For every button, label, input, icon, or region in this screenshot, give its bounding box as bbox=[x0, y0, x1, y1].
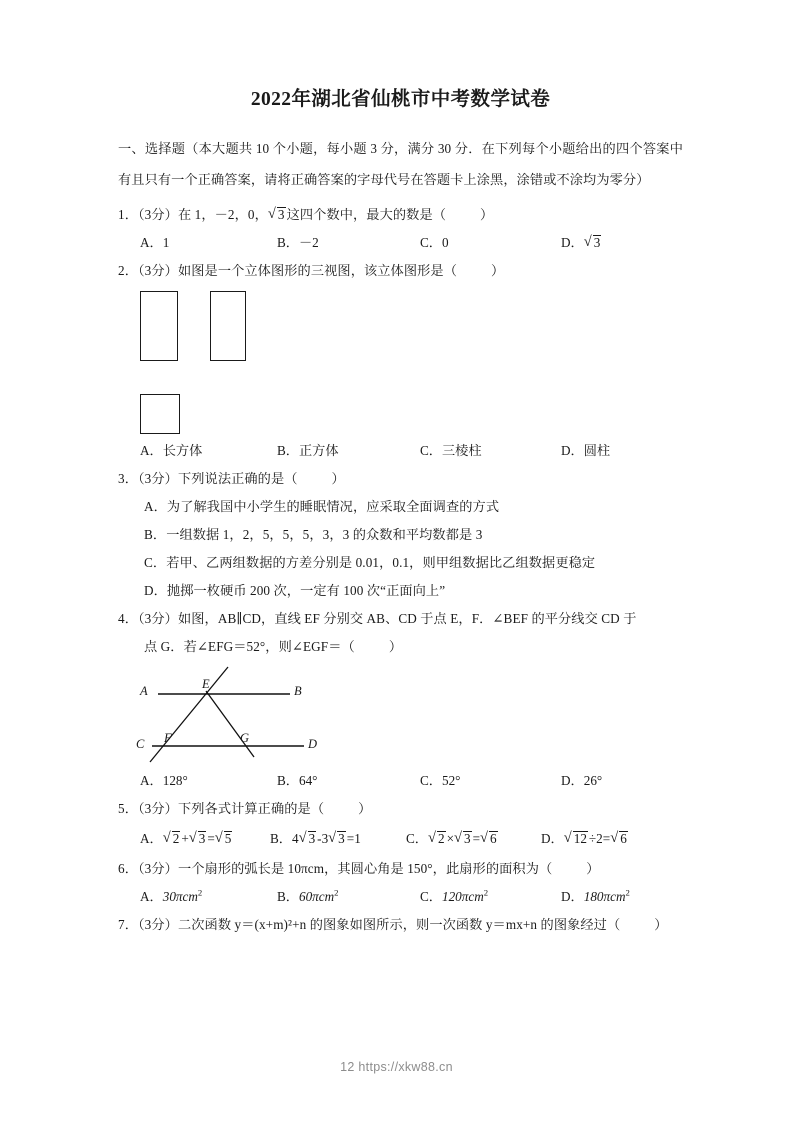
question-2-option-a[interactable] bbox=[140, 437, 202, 465]
radical-sign-icon bbox=[480, 823, 498, 855]
question-4-option-a[interactable] bbox=[140, 767, 188, 795]
option-letter: B． bbox=[270, 831, 292, 847]
option-letter: D． bbox=[541, 831, 564, 847]
question-2-text: 如图是一个立体图形的三视图，该立体图形是（ bbox=[177, 263, 457, 279]
question-4-paren-close: ） bbox=[388, 639, 403, 655]
option-letter: A． bbox=[144, 499, 167, 515]
line-eg-bisector bbox=[206, 691, 254, 757]
question-4-options bbox=[118, 767, 683, 795]
question-4-option-d[interactable] bbox=[561, 767, 602, 795]
option-expression bbox=[564, 831, 629, 846]
question-1-option-b[interactable] bbox=[277, 229, 319, 257]
question-6-text: 一个扇形的弧长是 10πcm，其圆心角是 150°，此扇形的面积为（ bbox=[177, 861, 553, 877]
page-watermark: 12 https://xkw88.cn bbox=[340, 1060, 453, 1074]
option-letter: C． bbox=[144, 555, 167, 571]
question-1-text-pre: 在 1，－2，0， bbox=[177, 207, 268, 223]
math-operator: = bbox=[207, 831, 215, 847]
radicand: 6 bbox=[490, 831, 497, 847]
question-7-text: 二次函数 y＝(x+m)²+n 的图象如图所示，则一次函数 y＝mx+n 的图象经过（ bbox=[177, 917, 621, 933]
point-label-e: E bbox=[202, 677, 210, 692]
math-operator: 4 bbox=[291, 831, 299, 847]
question-5-options bbox=[118, 823, 683, 855]
question-1-points: （3分） bbox=[137, 207, 178, 223]
question-4-stem-line-2 bbox=[118, 633, 683, 661]
page-content bbox=[118, 86, 683, 939]
point-label-b: B bbox=[294, 684, 302, 699]
question-6-option-b[interactable] bbox=[277, 883, 339, 911]
question-4-text-line-1: 如图，AB∥CD，直线 EF 分别交 AB、CD 于点 E，F．∠BEF 的平分线交 CD 于 bbox=[177, 611, 637, 627]
option-letter: B． bbox=[144, 527, 167, 543]
page-title: 2022年湖北省仙桃市中考数学试卷 bbox=[250, 89, 551, 110]
option-text: 128° bbox=[162, 773, 188, 789]
question-7-paren-close: ） bbox=[654, 917, 668, 933]
option-expression bbox=[292, 831, 361, 846]
question-2-number: 2． bbox=[118, 263, 138, 279]
option-letter: A． bbox=[140, 773, 163, 789]
question-5-option-c[interactable] bbox=[406, 823, 499, 855]
question-5-paren-close: ） bbox=[358, 801, 372, 817]
question-4-text-line-2: 点 G．若∠EFG＝52°，则∠EGF＝（ bbox=[144, 639, 355, 655]
radicand: 6 bbox=[620, 831, 627, 847]
math-operator: + bbox=[181, 831, 189, 847]
radicand: 3 bbox=[308, 831, 316, 847]
question-3-stem bbox=[118, 465, 683, 493]
question-1-option-d[interactable] bbox=[561, 229, 602, 257]
point-label-a: A bbox=[140, 684, 148, 699]
option-text: 1 bbox=[162, 235, 170, 251]
question-3-paren-close: ） bbox=[331, 471, 345, 487]
question-5-points: （3分） bbox=[137, 801, 178, 817]
option-text: 52° bbox=[441, 773, 461, 789]
side-view-rectangle bbox=[210, 291, 246, 361]
option-letter: D． bbox=[561, 235, 584, 251]
radicand: 5 bbox=[224, 831, 232, 847]
option-text: 120πcm bbox=[441, 889, 484, 905]
option-exponent: 2 bbox=[197, 887, 203, 898]
question-1-options bbox=[118, 229, 683, 257]
option-text: 长方体 bbox=[162, 443, 203, 459]
radical-sign-icon bbox=[610, 823, 628, 855]
question-6-points: （3分） bbox=[137, 861, 178, 877]
question-2-options bbox=[118, 437, 683, 465]
question-2-option-d[interactable] bbox=[561, 437, 610, 465]
option-text: 为了解我国中小学生的睡眠情况，应采取全面调查的方式 bbox=[166, 499, 500, 515]
question-2-paren-close: ） bbox=[491, 263, 505, 279]
option-letter: C． bbox=[420, 773, 442, 789]
option-letter: A． bbox=[140, 889, 163, 905]
option-letter: D． bbox=[561, 443, 584, 459]
question-6-option-d[interactable] bbox=[561, 883, 630, 911]
question-6-option-c[interactable] bbox=[420, 883, 488, 911]
option-text: 60πcm bbox=[298, 889, 335, 905]
top-view-square bbox=[140, 394, 180, 434]
question-5-number: 5． bbox=[118, 801, 138, 817]
radicand: 2 bbox=[437, 831, 445, 847]
parallel-lines-figure bbox=[118, 661, 683, 767]
question-5-stem bbox=[118, 795, 683, 823]
radicand: 3 bbox=[464, 831, 471, 847]
radical-sign-icon bbox=[163, 823, 181, 855]
question-1-stem bbox=[118, 201, 683, 229]
question-6-option-a[interactable] bbox=[140, 883, 202, 911]
question-3-option-b[interactable] bbox=[118, 521, 683, 549]
radical-sign-icon bbox=[268, 201, 286, 229]
radical-sign-icon bbox=[328, 823, 346, 855]
radical-sign-icon bbox=[428, 823, 446, 855]
front-view-rectangle bbox=[140, 291, 178, 361]
option-text: －2 bbox=[298, 235, 319, 251]
option-text: 抛掷一枚硬币 200 次，一定有 100 次“正面向上” bbox=[166, 583, 446, 599]
math-operator: ÷2= bbox=[588, 831, 611, 847]
option-letter: A． bbox=[140, 443, 163, 459]
option-letter: D． bbox=[561, 773, 584, 789]
radical-sign-icon bbox=[299, 823, 317, 855]
question-4-number: 4． bbox=[118, 611, 138, 627]
question-1-number: 1． bbox=[118, 207, 138, 223]
question-1-radicand: 3 bbox=[277, 207, 285, 223]
question-7-points: （3分） bbox=[137, 917, 178, 933]
option-text: 26° bbox=[583, 773, 603, 789]
option-text: 三棱柱 bbox=[441, 443, 482, 459]
question-6-options bbox=[118, 883, 683, 911]
radicand: 3 bbox=[338, 831, 345, 847]
question-1-text-post: 这四个数中，最大的数是（ bbox=[286, 207, 447, 223]
question-3-option-c[interactable] bbox=[118, 549, 683, 577]
radical-sign-icon bbox=[189, 823, 207, 855]
question-5-text: 下列各式计算正确的是（ bbox=[177, 801, 325, 817]
option-text: 30πcm bbox=[162, 889, 198, 905]
question-7-stem bbox=[118, 911, 683, 939]
question-1-option-c[interactable] bbox=[420, 229, 449, 257]
option-text: 180πcm bbox=[583, 889, 626, 905]
question-6-stem bbox=[118, 855, 683, 883]
option-exponent: 2 bbox=[483, 887, 489, 898]
question-3-option-d[interactable] bbox=[118, 577, 683, 605]
section-one-instructions: 一、选择题（本大题共 10 个小题，每小题 3 分，满分 30 分．在下列每个小题给出的四个答案中有且只有一个正确答案，请将正确答案的字母代号在答题卡上涂黑，涂错或不涂均为零分） bbox=[118, 141, 683, 188]
question-1-option-a[interactable] bbox=[140, 229, 169, 257]
option-text: 一组数据 1，2，5，5，5，3，3 的众数和平均数都是 3 bbox=[166, 527, 483, 543]
radicand: 3 bbox=[198, 831, 206, 847]
question-6-paren-close: ） bbox=[586, 861, 600, 877]
question-2-option-b[interactable] bbox=[277, 437, 339, 465]
math-operator: =1 bbox=[346, 831, 361, 847]
option-text: 圆柱 bbox=[583, 443, 611, 459]
math-operator: = bbox=[472, 831, 481, 847]
option-text: 若甲、乙两组数据的方差分别是 0.01，0.1，则甲组数据比乙组数据更稳定 bbox=[166, 555, 596, 571]
option-letter: B． bbox=[277, 443, 299, 459]
option-letter: A． bbox=[140, 235, 163, 251]
three-view-figure bbox=[120, 285, 683, 437]
question-2-points: （3分） bbox=[137, 263, 178, 279]
question-2-option-c[interactable] bbox=[420, 437, 482, 465]
question-3-number: 3． bbox=[118, 471, 138, 487]
option-expression bbox=[428, 831, 499, 846]
point-label-f: F bbox=[164, 731, 172, 746]
option-letter: C． bbox=[420, 443, 442, 459]
point-label-d: D bbox=[308, 737, 318, 752]
question-3-option-a[interactable] bbox=[118, 493, 683, 521]
option-exponent: 2 bbox=[334, 887, 339, 898]
option-letter: D． bbox=[144, 583, 167, 599]
question-5-option-b[interactable] bbox=[270, 823, 361, 855]
point-label-c: C bbox=[136, 737, 145, 752]
question-7-number: 7． bbox=[118, 917, 138, 933]
radicand: 12 bbox=[573, 831, 587, 847]
math-operator: × bbox=[446, 831, 455, 847]
radical-sign-icon bbox=[215, 823, 233, 855]
option-letter: D． bbox=[561, 889, 584, 905]
option-text: 64° bbox=[298, 773, 318, 789]
question-1-paren-close: ） bbox=[480, 207, 494, 223]
question-3-text: 下列说法正确的是（ bbox=[177, 471, 298, 487]
option-text: 正方体 bbox=[298, 443, 339, 459]
question-5-option-a[interactable] bbox=[140, 823, 233, 855]
option-letter: B． bbox=[277, 889, 299, 905]
option-letter: C． bbox=[420, 235, 442, 251]
option-letter: C． bbox=[420, 889, 442, 905]
point-label-g: G bbox=[240, 731, 250, 746]
option-letter: B． bbox=[277, 235, 299, 251]
radical-sign-icon bbox=[564, 823, 588, 855]
question-6-number: 6． bbox=[118, 861, 138, 877]
option-exponent: 2 bbox=[625, 887, 630, 898]
option-radicand: 3 bbox=[593, 235, 601, 251]
question-5-option-d[interactable] bbox=[541, 823, 629, 855]
question-4-option-c[interactable] bbox=[420, 767, 460, 795]
question-4-option-b[interactable] bbox=[277, 767, 317, 795]
question-2-stem bbox=[118, 257, 683, 285]
line-ef-transversal bbox=[150, 667, 228, 762]
option-text: 0 bbox=[441, 235, 449, 251]
option-letter: A． bbox=[140, 831, 163, 847]
option-letter: B． bbox=[277, 773, 299, 789]
option-letter: C． bbox=[406, 831, 428, 847]
math-operator: -3 bbox=[317, 831, 329, 847]
radical-sign-icon bbox=[454, 823, 472, 855]
question-3-points: （3分） bbox=[137, 471, 178, 487]
option-expression bbox=[163, 831, 234, 846]
question-4-points: （3分） bbox=[137, 611, 178, 627]
question-4-stem-line-1 bbox=[118, 605, 683, 633]
radical-sign-icon bbox=[584, 229, 602, 257]
radicand: 2 bbox=[172, 831, 180, 847]
